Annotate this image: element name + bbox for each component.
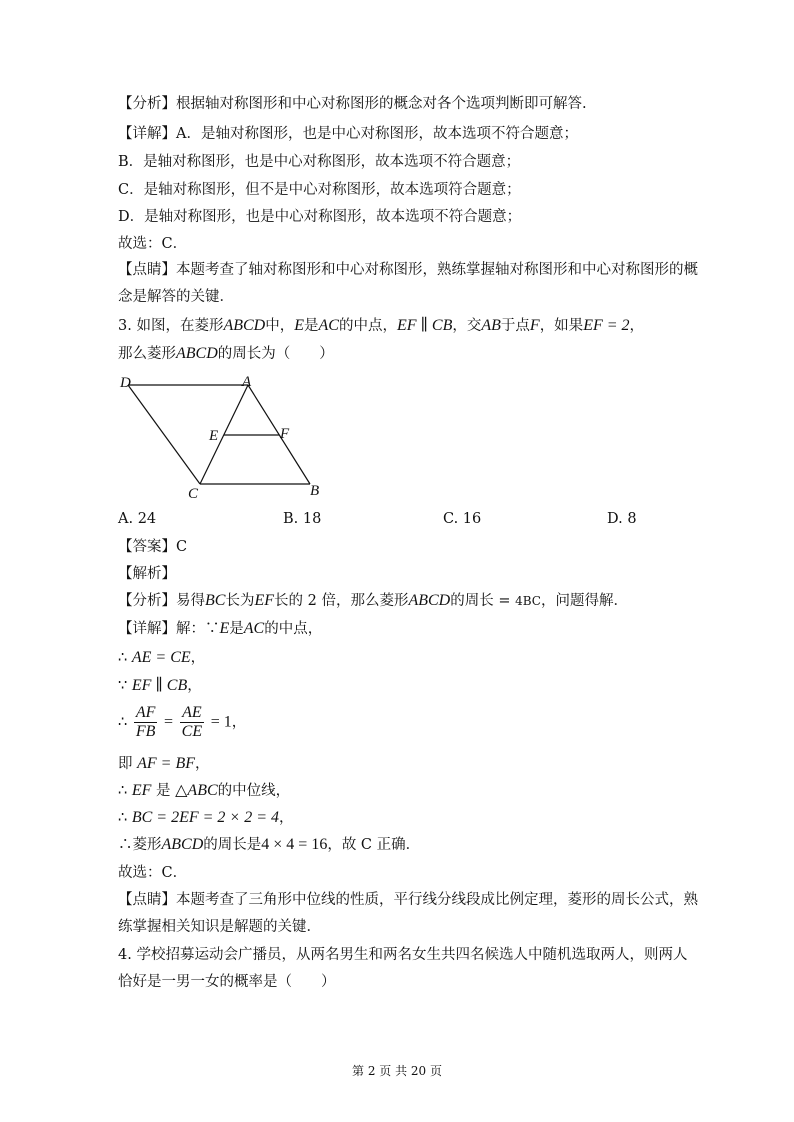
label-e: E [209,428,219,444]
q3-step-2: ∵ EF ∥ CB， [118,677,202,694]
q3-comment-1: 【点睛】本题考查了三角形中位线的性质，平行线分线段成比例定理，菱形的周长公式，熟 [118,892,698,908]
q3-comment-2: 练掌握相关知识是解题的关键． [118,919,321,935]
option-b: B. 18 [283,511,322,527]
option-d: D. 8 [607,511,637,527]
q3-analysis: 【分析】易得BC长为EF长的 2 倍，那么菱形ABCD的周长 = 4BC，问题得解． [118,592,628,609]
option-c: C. 16 [443,511,482,527]
label-c: C [188,486,199,502]
q2-comment-2: 念是解答的关键． [118,289,234,305]
fraction-ae-ce: $\frac{AE}{CE}$ [181,704,203,740]
q3-choice: 故选：C． [118,865,188,881]
q2-choice: 故选：C． [118,236,188,252]
q3-stem-line-1: 3. 如图，在菱形ABCD中，E是AC的中点，EF ∥ CB，交AB于点F，如果EF = 2， [118,317,645,334]
label-b: B [310,483,320,499]
q3-stem-line-2: 那么菱形ABCD的周长为（ ） [118,345,334,362]
q2-detail-c: C．是轴对称图形，但不是中心对称图形，故本选项符合题意； [118,182,521,198]
q2-detail-d: D．是轴对称图形，也是中心对称图形，故本选项不符合题意； [118,209,522,225]
label-d: D [120,375,131,391]
q3-step-7: ∴菱形ABCD的周长是4 × 4 = 16，故 C 正确． [118,836,421,853]
q2-detail-b: B．是轴对称图形，也是中心对称图形，故本选项不符合题意； [118,154,521,170]
q3-answer: 【答案】C [118,539,188,555]
q3-detail-intro: 【详解】解：∵E是AC的中点， [118,620,323,637]
label-f: F [280,426,290,442]
page-footer: 第 2 页 共 20 页 [352,1064,442,1078]
q4-stem-2: 恰好是一男一女的概率是（ ） [118,974,336,990]
fraction-af-fb: $\frac{AF}{FB}$ [135,704,156,740]
q3-jiexi: 【解析】 [118,566,176,582]
q3-step-4: 即 AF = BF， [118,755,210,772]
rhombus-figure [110,372,350,507]
q2-detail-a: 【详解】A．是轴对称图形，也是中心对称图形，故本选项不符合题意； [118,126,578,142]
q4-stem-1: 4. 学校招募运动会广播员，从两名男生和两名女生共四名候选人中随机选取两人，则两人 [118,947,688,963]
q3-step-5: ∴ EF 是 △ABC的中位线， [118,782,291,799]
q3-step-6: ∴ BC = 2EF = 2 × 2 = 4， [118,809,294,826]
q3-step-1: ∴ AE = CE， [118,649,206,666]
q2-comment-1: 【点睛】本题考查了轴对称图形和中心对称图形，熟练掌握轴对称图形和中心对称图形的概 [118,262,698,278]
q2-analysis: 【分析】根据轴对称图形和中心对称图形的概念对各个选项判断即可解答. [118,96,587,112]
label-a: A [242,374,252,390]
side-dc [128,385,200,484]
q3-step-3: ∴ $\frac{AF}{FB}$ = $\frac{AE}{CE}$ = 1， [118,704,247,740]
option-a: A. 24 [118,511,157,527]
